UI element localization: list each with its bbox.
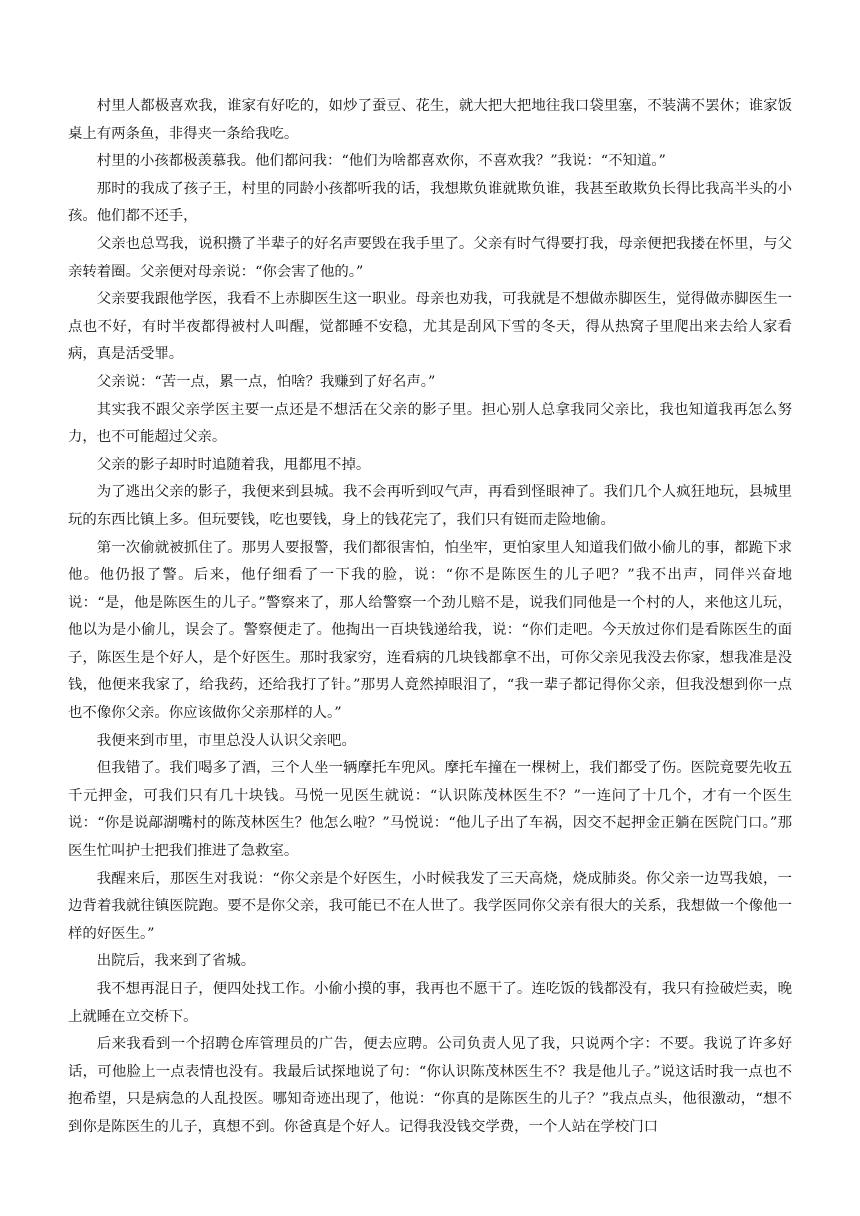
paragraph: 那时的我成了孩子王，村里的同龄小孩都听我的话，我想欺负谁就欺负谁，我甚至敢欺负长得比我高半头的小孩。他们都不还手， <box>68 180 792 225</box>
paragraph: 父亲说：“苦一点，累一点，怕啥？我赚到了好名声。” <box>96 373 436 390</box>
paragraph: 父亲要我跟他学医，我看不上赤脚医生这一职业。母亲也劝我，可我就是不想做赤脚医生，觉得做赤脚医生一点也不好，有时半夜都得被村人叫醒，觉都睡不安稳，尤其是刮风下雪的冬天，得从热窝子里爬出来去给人家看病，真是活受罪。 <box>68 291 792 363</box>
paragraph: 其实我不跟父亲学医主要一点还是不想活在父亲的影子里。担心别人总拿我同父亲比，我也知道我再怎么努力，也不可能超过父亲。 <box>68 401 792 446</box>
paragraph: 第一次偷就被抓住了。那男人要报警，我们都很害怕，怕坐牢，更怕家里人知道我们做小偷儿的事，都跪下求他。他仍报了警。后来，他仔细看了一下我的脸，说：“你不是陈医生的儿子吧？”我不出声，同伴兴奋地说：“是，他是陈医生的儿子。”警察来了，那人给警察一个劲儿赔不是，说我们同他是一个村的人，来他这儿玩，他以为是小偷儿，误会了。警察便走了。他掏出一百块钱递给我，说：“你们走吧。今天放过你们是看陈医生的面子，陈医生是个好人，是个好医生。那时我家穷，连看病的几块钱都拿不出，可你父亲见我没去你家，想我准是没钱，他便来我家了，给我药，还给我打了针。”那男人竟然掉眼泪了，“我一辈子都记得你父亲，但我没想到你一点也不像你父亲。你应该做你父亲那样的人。” <box>68 539 792 722</box>
paragraph: 后来我看到一个招聘仓库管理员的广告，便去应聘。公司负责人见了我，只说两个字：不要。我说了许多好话，可他脸上一点表情也没有。我最后试探地说了句：“你认识陈茂林医生不？我是他儿子。”说这话时我一点也不抱希望，只是病急的人乱投医。哪知奇迹出现了，他说：“你真的是陈医生的儿子？”我点点头，他很激动，“想不到你是陈医生的儿子，真想不到。你爸真是个好人。记得我没钱交学费，一个人站在学校门口 <box>68 1036 792 1135</box>
paragraph: 出院后，我来到了省城。 <box>96 953 256 970</box>
paragraph: 村里的小孩都极羡慕我。他们都问我：“他们为啥都喜欢你，不喜欢我？”我说：“不知道。” <box>96 153 666 170</box>
paragraph: 但我错了。我们喝多了酒，三个人坐一辆摩托车兜风。摩托车撞在一棵树上，我们都受了伤。医院竟要先收五千元押金，可我们只有几十块钱。马悦一见医生就说：“认识陈茂林医生不？”一连问了十几个，才有一个医生说：“你是说鄗湖嘴村的陈茂林医生？他怎么啦？”马悦说：“他儿子出了车祸，因交不起押金正躺在医院门口。”那医生忙叫护士把我们推进了急救室。 <box>68 760 792 860</box>
story-body <box>68 93 792 1142</box>
paragraph: 父亲也总骂我，说积攒了半辈子的好名声要毁在我手里了。父亲有时气得要打我，母亲便把我搂在怀里，与父亲转着圈。父亲便对母亲说：“你会害了他的。” <box>68 235 792 280</box>
paragraph: 村里人都极喜欢我，谁家有好吃的，如炒了蚕豆、花生，就大把大把地往我口袋里塞，不装满不罢休；谁家饭桌上有两条鱼，非得夹一条给我吃。 <box>68 98 792 142</box>
paragraph: 我不想再混日子，便四处找工作。小偷小摸的事，我再也不愿干了。连吃饭的钱都没有，我只有捡破烂卖，晚上就睡在立交桥下。 <box>68 981 792 1025</box>
paragraph: 为了逃出父亲的影子，我便来到县城。我不会再听到叹气声，再看到怪眼神了。我们几个人疯狂地玩，县城里玩的东西比镇上多。但玩要钱，吃也要钱，身上的钱花完了，我们只有铤而走险地偷。 <box>68 484 792 528</box>
paragraph: 我便来到市里，市里总没人认识父亲吧。 <box>96 732 356 749</box>
paragraph: 父亲的影子却时时追随着我，甩都甩不掉。 <box>96 456 371 473</box>
paragraph: 我醒来后，那医生对我说：“你父亲是个好医生，小时候我发了三天高烧，烧成肺炎。你父亲一边骂我娘，一边背着我就往镇医院跑。要不是你父亲，我可能已不在人世了。我学医同你父亲有很大的关系，我想做一个像他一样的好医生。” <box>68 870 792 942</box>
